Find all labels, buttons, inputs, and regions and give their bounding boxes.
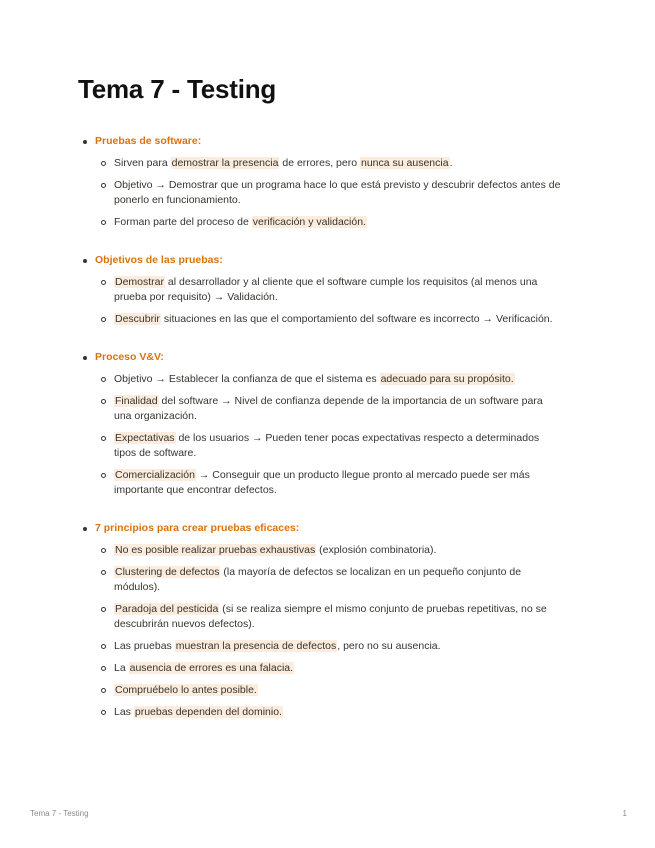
section-heading (0, 253, 655, 269)
list-item (0, 372, 655, 387)
section (0, 521, 655, 720)
list-item-text: (la mayoría de defectos se localizan en un pequeño conjunto de módulos). (114, 566, 522, 593)
hollow-bullet-icon (101, 161, 106, 166)
highlighted-text: Compruébelo lo antes posible. (115, 684, 257, 696)
section-heading-text: 7 principios para crear pruebas eficaces: (95, 522, 300, 534)
list-item (0, 215, 655, 230)
hollow-bullet-icon (101, 377, 106, 382)
list-item-text: → Conseguir que un producto llegue pronto al mercado puede ser más importante que encontrar defectos. (114, 469, 530, 496)
section-heading (0, 521, 655, 537)
bullet-list (0, 156, 655, 230)
section-heading (0, 350, 655, 366)
list-item-text: . (449, 157, 453, 169)
list-item-text: del software → Nivel de confianza depende de la importancia de un software para una organización. (114, 395, 543, 422)
highlighted-text: Descubrir (115, 313, 160, 325)
list-item (0, 178, 655, 208)
list-item-text: Sirven para (114, 157, 171, 169)
hollow-bullet-icon (101, 473, 106, 478)
footer-title: Tema 7 - Testing (30, 809, 89, 818)
highlighted-text: pruebas dependen del dominio. (134, 706, 282, 718)
list-item (0, 705, 655, 720)
list-item-text: La (114, 662, 129, 674)
section (0, 134, 655, 230)
highlighted-text: Clustering de defectos (115, 566, 220, 578)
hollow-bullet-icon (101, 399, 106, 404)
section-heading (0, 134, 655, 150)
highlighted-text: No es posible realizar pruebas exhaustivas (115, 544, 316, 556)
bullet-dot-icon (83, 259, 87, 263)
highlighted-text: muestran la presencia de defectos (175, 640, 337, 652)
list-item (0, 543, 655, 558)
bullet-list (0, 372, 655, 498)
page-number: 1 (622, 809, 627, 818)
list-item-text: Objetivo → Demostrar que un programa hace lo que está previsto y descubrir defectos antes de ponerlo en funcionamiento. (114, 179, 561, 206)
bullet-dot-icon (83, 356, 87, 360)
highlighted-text: Comercialización (115, 469, 195, 481)
list-item-text: situaciones en las que el comportamiento del software es incorrecto → Verificación. (160, 313, 553, 325)
bullet-list (0, 275, 655, 327)
list-item (0, 394, 655, 424)
section-heading-text: Pruebas de software: (95, 135, 202, 147)
section (0, 253, 655, 327)
bullet-dot-icon (83, 140, 87, 144)
list-item (0, 431, 655, 461)
hollow-bullet-icon (101, 436, 106, 441)
list-item (0, 602, 655, 632)
highlighted-text: nunca su ausencia (360, 157, 449, 169)
list-item-text: Las (114, 706, 134, 718)
highlighted-text: Paradoja del pesticida (115, 603, 219, 615)
list-item-text: de los usuarios → Pueden tener pocas expectativas respecto a determinados tipos de software. (114, 432, 540, 459)
highlighted-text: Demostrar (115, 276, 165, 288)
list-item-text: , pero no su ausencia. (337, 640, 441, 652)
highlighted-text: demostrar la presencia (171, 157, 279, 169)
list-item-text: Las pruebas (114, 640, 175, 652)
hollow-bullet-icon (101, 710, 106, 715)
list-item (0, 565, 655, 595)
list-item-text: Forman parte del proceso de (114, 216, 252, 228)
hollow-bullet-icon (101, 220, 106, 225)
hollow-bullet-icon (101, 280, 106, 285)
bullet-list (0, 543, 655, 720)
list-item-text: de errores, pero (279, 157, 360, 169)
list-item (0, 468, 655, 498)
highlighted-text: verificación y validación. (252, 216, 366, 228)
list-item (0, 661, 655, 676)
highlighted-text: Expectativas (115, 432, 175, 444)
hollow-bullet-icon (101, 548, 106, 553)
list-item (0, 683, 655, 698)
list-item-text: al desarrollador y al cliente que el software cumple los requisitos (al menos una prueba por requisito) → Validación. (114, 276, 538, 303)
section-heading-text: Objetivos de las pruebas: (95, 254, 223, 266)
list-item (0, 639, 655, 654)
hollow-bullet-icon (101, 666, 106, 671)
list-item-text: (si se realiza siempre el mismo conjunto de pruebas repetitivas, no se descubrirán nuevos defectos). (114, 603, 547, 630)
content-sections (0, 134, 655, 727)
list-item-text: (explosión combinatoria). (316, 544, 437, 556)
hollow-bullet-icon (101, 317, 106, 322)
section-heading-text: Proceso V&V: (95, 351, 164, 363)
hollow-bullet-icon (101, 607, 106, 612)
hollow-bullet-icon (101, 183, 106, 188)
list-item-text: Objetivo → Establecer la confianza de que el sistema es (114, 373, 380, 385)
list-item (0, 156, 655, 171)
list-item (0, 275, 655, 305)
section (0, 350, 655, 498)
page-title: Tema 7 - Testing (78, 74, 277, 104)
highlighted-text: ausencia de errores es una falacia. (129, 662, 294, 674)
hollow-bullet-icon (101, 570, 106, 575)
highlighted-text: adecuado para su propósito. (380, 373, 514, 385)
hollow-bullet-icon (101, 644, 106, 649)
hollow-bullet-icon (101, 688, 106, 693)
highlighted-text: Finalidad (115, 395, 158, 407)
list-item (0, 312, 655, 327)
bullet-dot-icon (83, 527, 87, 531)
